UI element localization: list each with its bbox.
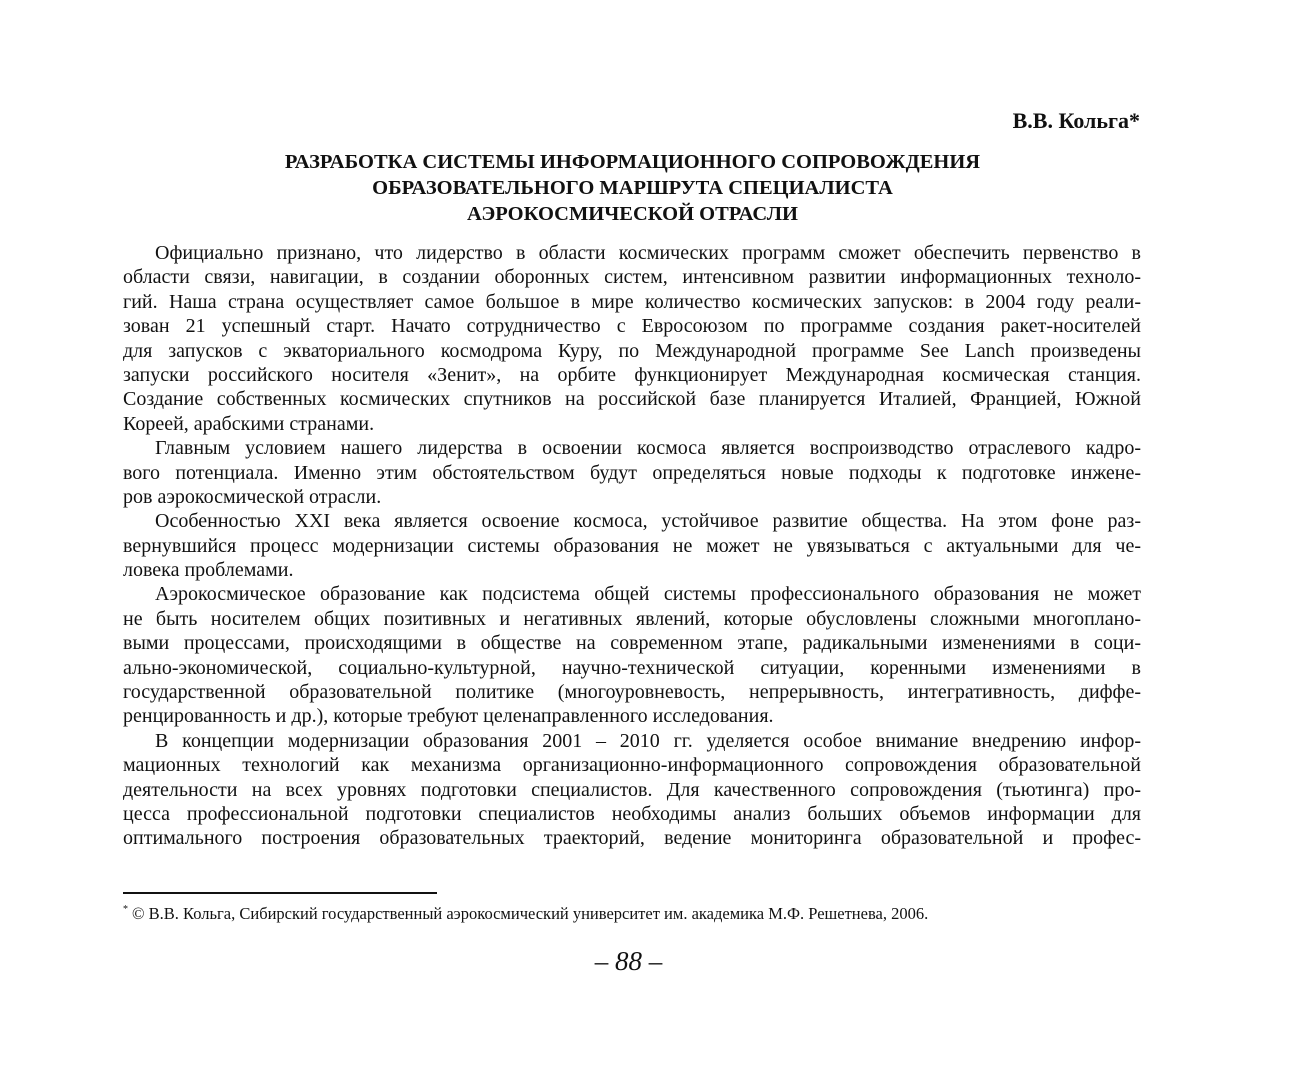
text-line: гий. Наша страна осуществляет самое большое в мире количество космических запусков: в 2004 году реали-: [123, 290, 1141, 313]
footnote: [123, 904, 928, 924]
text-line: Аэрокосмическое образование как подсистема общей системы профессионального образования не может: [155, 583, 1141, 606]
text-line: Главным условием нашего лидерства в освоении космоса является воспроизводство отраслевого кадро-: [155, 437, 1141, 460]
text-line: зован 21 успешный старт. Начато сотрудничество с Евросоюзом по программе создания ракет-носителей: [123, 315, 1141, 338]
text-line: Особенностью XXI века является освоение космоса, устойчивое развитие общества. На этом фоне раз-: [155, 510, 1141, 533]
article-body: [123, 241, 1141, 851]
title-line: АЭРОКОСМИЧЕСКОЙ ОТРАСЛИ: [467, 203, 798, 225]
footnote-divider: [123, 892, 437, 894]
text-line: вернувшийся процесс модернизации системы образования не может не увязываться с актуальными для че-: [123, 534, 1141, 557]
paragraph: [123, 729, 1141, 851]
text-line: В концепции модернизации образования 2001 – 2010 гг. уделяется особое внимание внедрению инфор-: [155, 729, 1141, 752]
footnote-text: © В.В. Кольга, Сибирский государственный аэрокосмический университет им. академика М.Ф. Решетнева, 2006.: [132, 904, 929, 923]
text-line: запуски российского носителя «Зенит», на орбите функционирует Международная космическая станция.: [123, 363, 1141, 386]
text-line: области связи, навигации, в создании оборонных систем, интенсивном развитии информационных техноло-: [123, 266, 1141, 289]
text-line: ренцированность и др.), которые требуют целенаправленного исследования.: [123, 705, 774, 728]
paragraph: [123, 509, 1141, 582]
text-line: выми процессами, происходящими в обществе на современном этапе, радикальными изменениями в соци-: [123, 632, 1141, 655]
text-line: оптимального построения образовательных траекторий, ведение мониторинга образовательной и профес-: [123, 827, 1141, 850]
title-line: ОБРАЗОВАТЕЛЬНОГО МАРШРУТА СПЕЦИАЛИСТА: [372, 177, 893, 199]
text-line: Официально признано, что лидерство в области космических программ сможет обеспечить первенство в: [155, 242, 1141, 264]
footnote-mark: *: [123, 904, 128, 915]
text-line: Создание собственных космических спутников на российской базе планируется Италией, Францией, Южной: [123, 388, 1141, 411]
text-line: ров аэрокосмической отрасли.: [123, 485, 382, 508]
paragraph: [123, 436, 1141, 509]
text-line: государственной образовательной политике (многоуровневость, непрерывность, интегративность, диффе-: [123, 681, 1141, 704]
text-line: цесса профессиональной подготовки специалистов необходимы анализ больших объемов информации для: [123, 802, 1141, 825]
title-line: РАЗРАБОТКА СИСТЕМЫ ИНФОРМАЦИОННОГО СОПРОВОЖДЕНИЯ: [284, 151, 981, 173]
article-title: [0, 149, 1265, 227]
text-line: вого потенциала. Именно этим обстоятельством будут определяться новые подходы к подготовке инжене-: [123, 461, 1141, 484]
text-line: мационных технологий как механизма организационно-информационного сопровождения образовательной: [123, 754, 1141, 777]
paragraph: [123, 241, 1141, 436]
text-line: ловека проблемами.: [123, 559, 294, 582]
text-line: не быть носителем общих позитивных и негативных явлений, которые обусловлены сложными многоплано-: [123, 607, 1141, 630]
page-number: – 88 –: [594, 946, 663, 976]
text-line: для запусков с экваториального космодрома Куру, по Международной программе See Lanch произведены: [123, 339, 1141, 362]
text-line: деятельности на всех уровнях подготовки специалистов. Для качественного сопровождения (тьютинга) про-: [123, 778, 1141, 801]
text-line: Кореей, арабскими странами.: [123, 412, 375, 435]
text-line: ально-экономической, социально-культурной, научно-технической ситуации, коренными изменениями в: [123, 656, 1141, 679]
author-name: В.В. Кольга*: [1012, 108, 1140, 133]
paragraph: [123, 582, 1141, 728]
